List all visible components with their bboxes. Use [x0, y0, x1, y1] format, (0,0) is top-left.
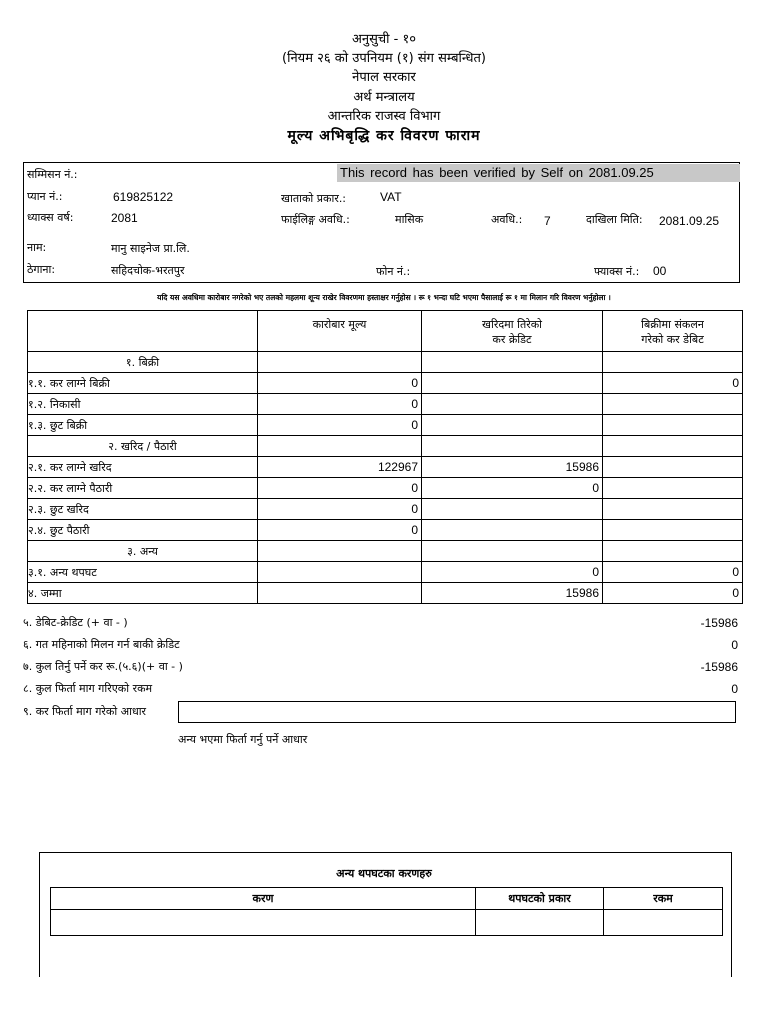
- purchase-credit-cell: [422, 394, 603, 415]
- transaction-value-cell: [258, 436, 422, 457]
- transaction-value-cell: [258, 352, 422, 373]
- purchase-credit-cell: 15986: [422, 457, 603, 478]
- row-label-cell: २.३. छुट खरिद: [28, 499, 258, 520]
- sales-debit-cell: 0: [603, 583, 743, 604]
- other-adjustments-empty-row: [51, 910, 723, 936]
- header-cell-transaction-value: कारोबार मूल्य: [258, 311, 422, 352]
- purchase-credit-cell: [422, 373, 603, 394]
- row-label-cell: १.३. छुट बिक्री: [28, 415, 258, 436]
- summary-label: ६. गत महिनाको मिलन गर्न बाकी क्रेडिट: [23, 638, 180, 651]
- fiscal-year-value: 2081: [111, 211, 138, 225]
- rule-reference: (नियम २६ को उपनियम (१) संग सम्बन्धित): [282, 51, 486, 66]
- submission-label: सम्मिसन नं.:: [27, 168, 78, 181]
- sales-debit-cell: [603, 520, 743, 541]
- transaction-value-cell: [258, 583, 422, 604]
- row-label-cell: १.१. कर लाग्ने बिक्री: [28, 373, 258, 394]
- summary-label: ५. डेबिट-क्रेडिट (+ वा - ): [23, 616, 128, 629]
- purchase-credit-cell: [422, 352, 603, 373]
- summary-value: 0: [731, 682, 738, 696]
- refund-basis-field[interactable]: [178, 701, 736, 723]
- row-label-cell: १.२. निकासी: [28, 394, 258, 415]
- transaction-value-cell: 0: [258, 499, 422, 520]
- table-row: [28, 457, 743, 478]
- row-label-cell: २. खरिद / पैठारी: [28, 436, 258, 457]
- row-label-cell: १. बिक्री: [28, 352, 258, 373]
- header-cell-label: [28, 311, 258, 352]
- address-label: ठेगाना:: [27, 263, 56, 276]
- table-header-row: [28, 311, 743, 352]
- refund-basis-label: ९. कर फिर्ता माग गरेको आधार: [23, 705, 147, 718]
- row-label-cell: ३. अन्य: [28, 541, 258, 562]
- period-value: 7: [544, 214, 551, 228]
- table-row: [28, 478, 743, 499]
- col-reason-header: करण: [51, 888, 476, 910]
- pan-value: 619825122: [113, 190, 174, 204]
- purchase-credit-cell: 0: [422, 478, 603, 499]
- table-row: [28, 583, 743, 604]
- filing-period-label: फाईलिङ्ग अवधि.:: [281, 213, 350, 226]
- transaction-value-cell: 122967: [258, 457, 422, 478]
- transaction-value-cell: 0: [258, 373, 422, 394]
- government-name: नेपाल सरकार: [352, 70, 416, 85]
- row-label-cell: ३.१. अन्य थपघट: [28, 562, 258, 583]
- row-label-cell: ४. जम्मा: [28, 583, 258, 604]
- summary-value: -15986: [700, 616, 738, 630]
- fax-value: 00: [653, 264, 667, 278]
- verified-banner: This record has been verified by Self on 2081.09.25: [337, 164, 740, 182]
- submit-date-label: दाखिला मिति:: [586, 213, 643, 226]
- transaction-value-cell: 0: [258, 520, 422, 541]
- summary-value: 0: [731, 638, 738, 652]
- header-cell-sales-debit: बिक्रीमा संकलन गरेको कर डेबिट: [603, 311, 743, 352]
- transaction-value-cell: 0: [258, 415, 422, 436]
- summary-label: ८. कुल फिर्ता माग गरिएको रकम: [23, 682, 153, 695]
- name-value: मानु साइनेज प्रा.लि.: [111, 242, 190, 255]
- fax-label: फ्याक्स नं.:: [594, 265, 640, 278]
- period-label: अवधि.:: [491, 213, 523, 226]
- schedule-number: अनुसुची - १०: [351, 32, 417, 47]
- amount-cell[interactable]: [604, 910, 723, 936]
- table-row: [28, 541, 743, 562]
- account-type-value: VAT: [380, 190, 402, 204]
- account-type-label: खाताको प्रकार.:: [281, 192, 347, 205]
- table-row: [28, 373, 743, 394]
- sales-debit-cell: [603, 541, 743, 562]
- purchase-credit-cell: 0: [422, 562, 603, 583]
- sales-debit-cell: 0: [603, 373, 743, 394]
- purchase-credit-cell: [422, 499, 603, 520]
- other-refund-basis-note: अन्य भएमा फिर्ता गर्नु पर्ने आधार: [178, 733, 308, 746]
- purchase-credit-cell: 15986: [422, 583, 603, 604]
- transaction-value-cell: 0: [258, 394, 422, 415]
- type-cell[interactable]: [476, 910, 604, 936]
- summary-value: -15986: [700, 660, 738, 674]
- sales-debit-cell: [603, 436, 743, 457]
- filing-period-value: मासिक: [395, 213, 424, 226]
- transaction-value-cell: 0: [258, 478, 422, 499]
- vat-calculation-table: [27, 310, 743, 604]
- table-row: [28, 562, 743, 583]
- table-row: [28, 520, 743, 541]
- other-adjustments-table: [50, 887, 723, 936]
- address-value: सहिदचोक-भरतपुर: [111, 264, 185, 277]
- submit-date-value: 2081.09.25: [659, 214, 720, 228]
- table-row: [28, 352, 743, 373]
- form-title: मूल्य अभिबृद्धि कर विवरण फाराम: [287, 128, 481, 144]
- transaction-value-cell: [258, 562, 422, 583]
- table-row: [28, 436, 743, 457]
- purchase-credit-cell: [422, 436, 603, 457]
- sales-debit-cell: [603, 478, 743, 499]
- row-label-cell: २.४. छुट पैठारी: [28, 520, 258, 541]
- col-type-header: थपघटको प्रकार: [476, 888, 604, 910]
- sales-debit-cell: [603, 457, 743, 478]
- sales-debit-cell: [603, 415, 743, 436]
- other-adjustments-header-row: [51, 888, 723, 910]
- phone-label: फोन नं.:: [376, 265, 411, 278]
- ministry-name: अर्थ मन्त्रालय: [353, 90, 415, 105]
- other-adjustments-title: अन्य थपघटका करणहरु: [336, 867, 432, 880]
- table-row: [28, 499, 743, 520]
- row-label-cell: २.१. कर लाग्ने खरिद: [28, 457, 258, 478]
- table-row: [28, 415, 743, 436]
- summary-label: ७. कुल तिर्नु पर्ने कर रू.(५.६)(+ वा - ): [23, 660, 183, 673]
- transaction-value-cell: [258, 541, 422, 562]
- table-row: [28, 394, 743, 415]
- zero-filing-notice: यदि यस अवधिमा कारोबार नगरेको भए तलको महलमा शून्य राखेर विवरणमा हस्ताक्षर गर्नुहोस । रू १ भन्दा घटि भएमा पैसालाई रू १ मा मिलान गरि विवरण भर्नुहोला ।: [157, 293, 611, 302]
- purchase-credit-cell: [422, 541, 603, 562]
- header-cell-purchase-credit: खरिदमा तिरेको कर क्रेडिट: [422, 311, 603, 352]
- purchase-credit-cell: [422, 520, 603, 541]
- fiscal-year-label: ध्याक्स वर्ष:: [27, 211, 74, 224]
- pan-label: प्यान नं.:: [27, 190, 63, 203]
- col-amount-header: रकम: [604, 888, 723, 910]
- purchase-credit-cell: [422, 415, 603, 436]
- reason-cell[interactable]: [51, 910, 476, 936]
- sales-debit-cell: 0: [603, 562, 743, 583]
- name-label: नाम:: [27, 241, 47, 254]
- sales-debit-cell: [603, 352, 743, 373]
- row-label-cell: २.२. कर लाग्ने पैठारी: [28, 478, 258, 499]
- department-name: आन्तरिक राजस्व विभाग: [327, 109, 441, 124]
- sales-debit-cell: [603, 394, 743, 415]
- sales-debit-cell: [603, 499, 743, 520]
